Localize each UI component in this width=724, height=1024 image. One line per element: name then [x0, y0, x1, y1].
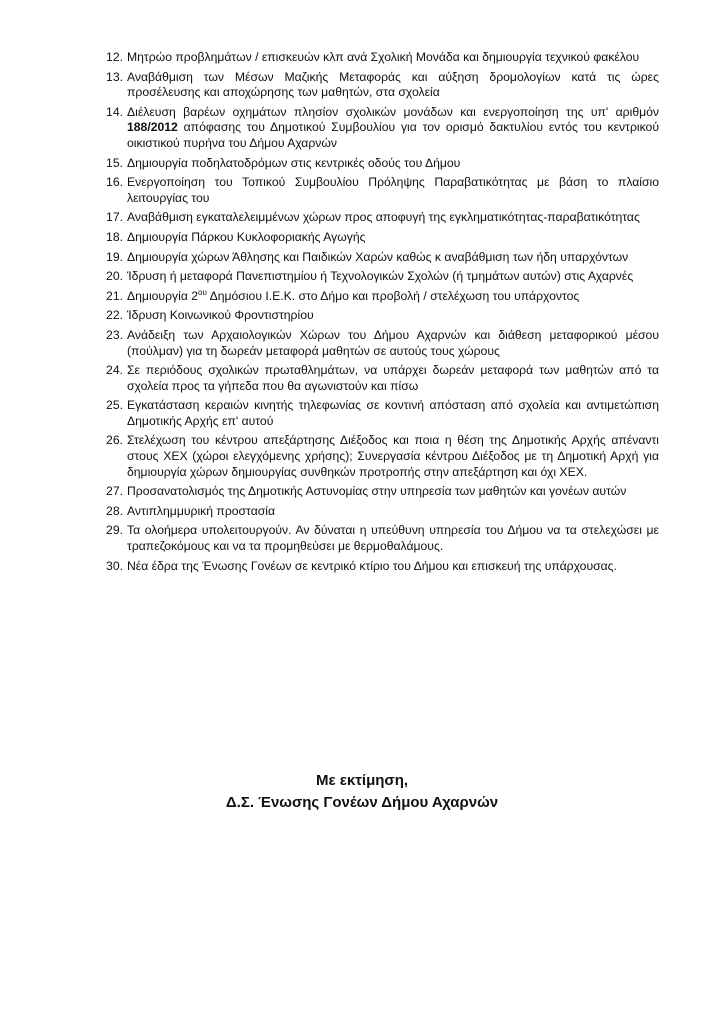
list-item: [97, 156, 659, 172]
list-item: [97, 230, 659, 246]
item-number: 16.: [106, 175, 123, 190]
item-text: [127, 289, 659, 305]
closing-greeting: Με εκτίμηση,: [315, 772, 409, 789]
item-number: 23.: [106, 327, 123, 342]
item-text: Τα ολοήμερα υπολειτουργούν. Αν δύναται η υπεύθυνη υπηρεσία του Δήμου να τα στελεχώσει με τραπεζοκόμους και να τα προμηθεύσει με θερμοθαλάμους.: [127, 523, 659, 554]
item-text: Ίδρυση ή μεταφορά Πανεπιστημίου ή Τεχνολογικών Σχολών (ή τμημάτων αυτών) στις Αχαρνές: [127, 269, 634, 284]
item-text: Εγκατάσταση κεραιών κινητής τηλεφωνίας σε κοντινή απόσταση από σχολεία και αντιμετώπιση Δημοτικής Αρχής επ' αυτού: [127, 398, 659, 428]
item-text: Ενεργοποίηση του Τοπικού Συμβουλίου Πρόληψης Παραβατικότητας με βάση το πλαίσιο λειτουργίας του: [127, 175, 659, 205]
item-number: 28.: [106, 503, 123, 518]
item-text: Ανάδειξη των Αρχαιολογικών Χώρων του Δήμου Αχαρνών και διάθεση μεταφορικού μέσου (πούλμαν) για τη δωρεάν μεταφορά μαθητών σε αυτούς τους χώρους: [127, 327, 659, 358]
item-text: Δημιουργία Πάρκου Κυκλοφοριακής Αγωγής: [127, 229, 366, 244]
item-text: Στελέχωση του κέντρου απεξάρτησης Διέξοδος και ποια η θέση της Δημοτικής Αρχής απέναντι στους ΧΕΧ (χώροι ελεγχόμενης χρήσης); Συνεργασία κέντρου Διέξοδος με τη Δημοτική Αρχή για δημιουργία χώρων δημιουργίας συνθηκών προτροπής στην απεξάρτηση και όχι ΧΕΧ.: [127, 433, 659, 479]
item-number: 24.: [106, 363, 123, 378]
item-number: 29.: [106, 523, 123, 538]
item-text: Δημιουργία ποδηλατοδρόμων στις κεντρικές οδούς του Δήμου: [127, 155, 461, 170]
list-item: [97, 269, 659, 285]
item-text: Δημιουργία χώρων Άθλησης και Παιδικών Χαρών καθώς κ αναβάθμιση των ήδη υπαρχόντων: [127, 249, 629, 264]
list-item: [97, 175, 659, 206]
item-number: 14.: [106, 104, 123, 119]
list-item: [97, 523, 659, 554]
list-item: [97, 433, 659, 480]
item-number: 19.: [106, 249, 123, 264]
item-number: 12.: [106, 50, 123, 64]
item-number: 21.: [106, 288, 123, 303]
item-number: 25.: [106, 398, 123, 413]
list-item: [97, 328, 659, 359]
ordinal-superscript: ου: [198, 287, 207, 297]
item-text: Σε περιόδους σχολικών πρωταθλημάτων, να υπάρχει δωρεάν μεταφορά των μαθητών από τα σχολεία προς τα γήπεδα που θα αγωνιστούν και πίσω: [127, 363, 659, 393]
list-item: [97, 363, 659, 394]
item-text: Προσανατολισμός της Δημοτικής Αστυνομίας στην υπηρεσία των μαθητών και γονέων αυτών: [127, 484, 627, 499]
item-text: Αντιπλημμυρική προστασία: [127, 503, 276, 518]
item-number: 17.: [106, 210, 123, 225]
item-text: Αναβάθμιση εγκαταλελειμμένων χώρων προς αποφυγή της εγκληματικότητας-παραβατικότητας: [127, 210, 640, 225]
item-number: 30.: [106, 558, 123, 573]
list-item: [97, 504, 659, 520]
closing-signatory: Δ.Σ. Ένωσης Γονέων Δήμου Αχαρνών: [225, 794, 499, 811]
item-number: 27.: [106, 484, 123, 499]
item-number: 22.: [106, 308, 123, 323]
item-number: 20.: [106, 269, 123, 284]
item-text: Μητρώο προβλημάτων / επισκευών κλπ ανά Σχολική Μονάδα και δημιουργία τεχνικού φακέλου: [127, 50, 640, 64]
list-item: [97, 289, 659, 305]
item-text-part: Δημόσιου Ι.Ε.Κ. στο Δήμο και προβολή / στελέχωση του υπάρχοντος: [206, 288, 580, 303]
list-item: [97, 250, 659, 266]
list-item: [97, 50, 659, 66]
list-item: [97, 398, 659, 429]
item-text: Ίδρυση Κοινωνικού Φροντιστηρίου: [127, 308, 314, 323]
closing-signature: [0, 770, 724, 814]
item-text: [127, 105, 659, 152]
list-item: [97, 484, 659, 500]
list-item: [97, 70, 659, 101]
item-text-part: Διέλευση βαρέων οχημάτων πλησίον σχολικών μονάδων και ενεργοποίηση της υπ' αριθμόν: [127, 104, 659, 119]
item-number: 26.: [106, 433, 123, 448]
list-item: [97, 559, 659, 575]
item-text: Αναβάθμιση των Μέσων Μαζικής Μεταφοράς και αύξηση δρομολογίων κατά τις ώρες προσέλευσης και αποχώρησης των μαθητών, στα σχολεία: [127, 69, 659, 100]
item-number: 13.: [106, 69, 123, 84]
list-item: [97, 308, 659, 324]
list-item: [97, 105, 659, 152]
item-text: Νέα έδρα της Ένωσης Γονέων σε κεντρικό κτίριο του Δήμου και επισκευή της υπάρχουσας.: [127, 558, 617, 573]
item-text-part: απόφασης του Δημοτικού Συμβουλίου για τον ορισμό δακτυλίου εντός του κεντρικού οικιστικού πυρήνα του Δήμου Αχαρνών: [127, 120, 659, 150]
list-item: [97, 210, 659, 226]
decision-number: 188/2012: [127, 120, 178, 135]
item-number: 18.: [106, 229, 123, 244]
item-number: 15.: [106, 155, 123, 170]
numbered-list: [97, 50, 659, 578]
item-text-part: Δημιουργία 2: [127, 288, 199, 303]
